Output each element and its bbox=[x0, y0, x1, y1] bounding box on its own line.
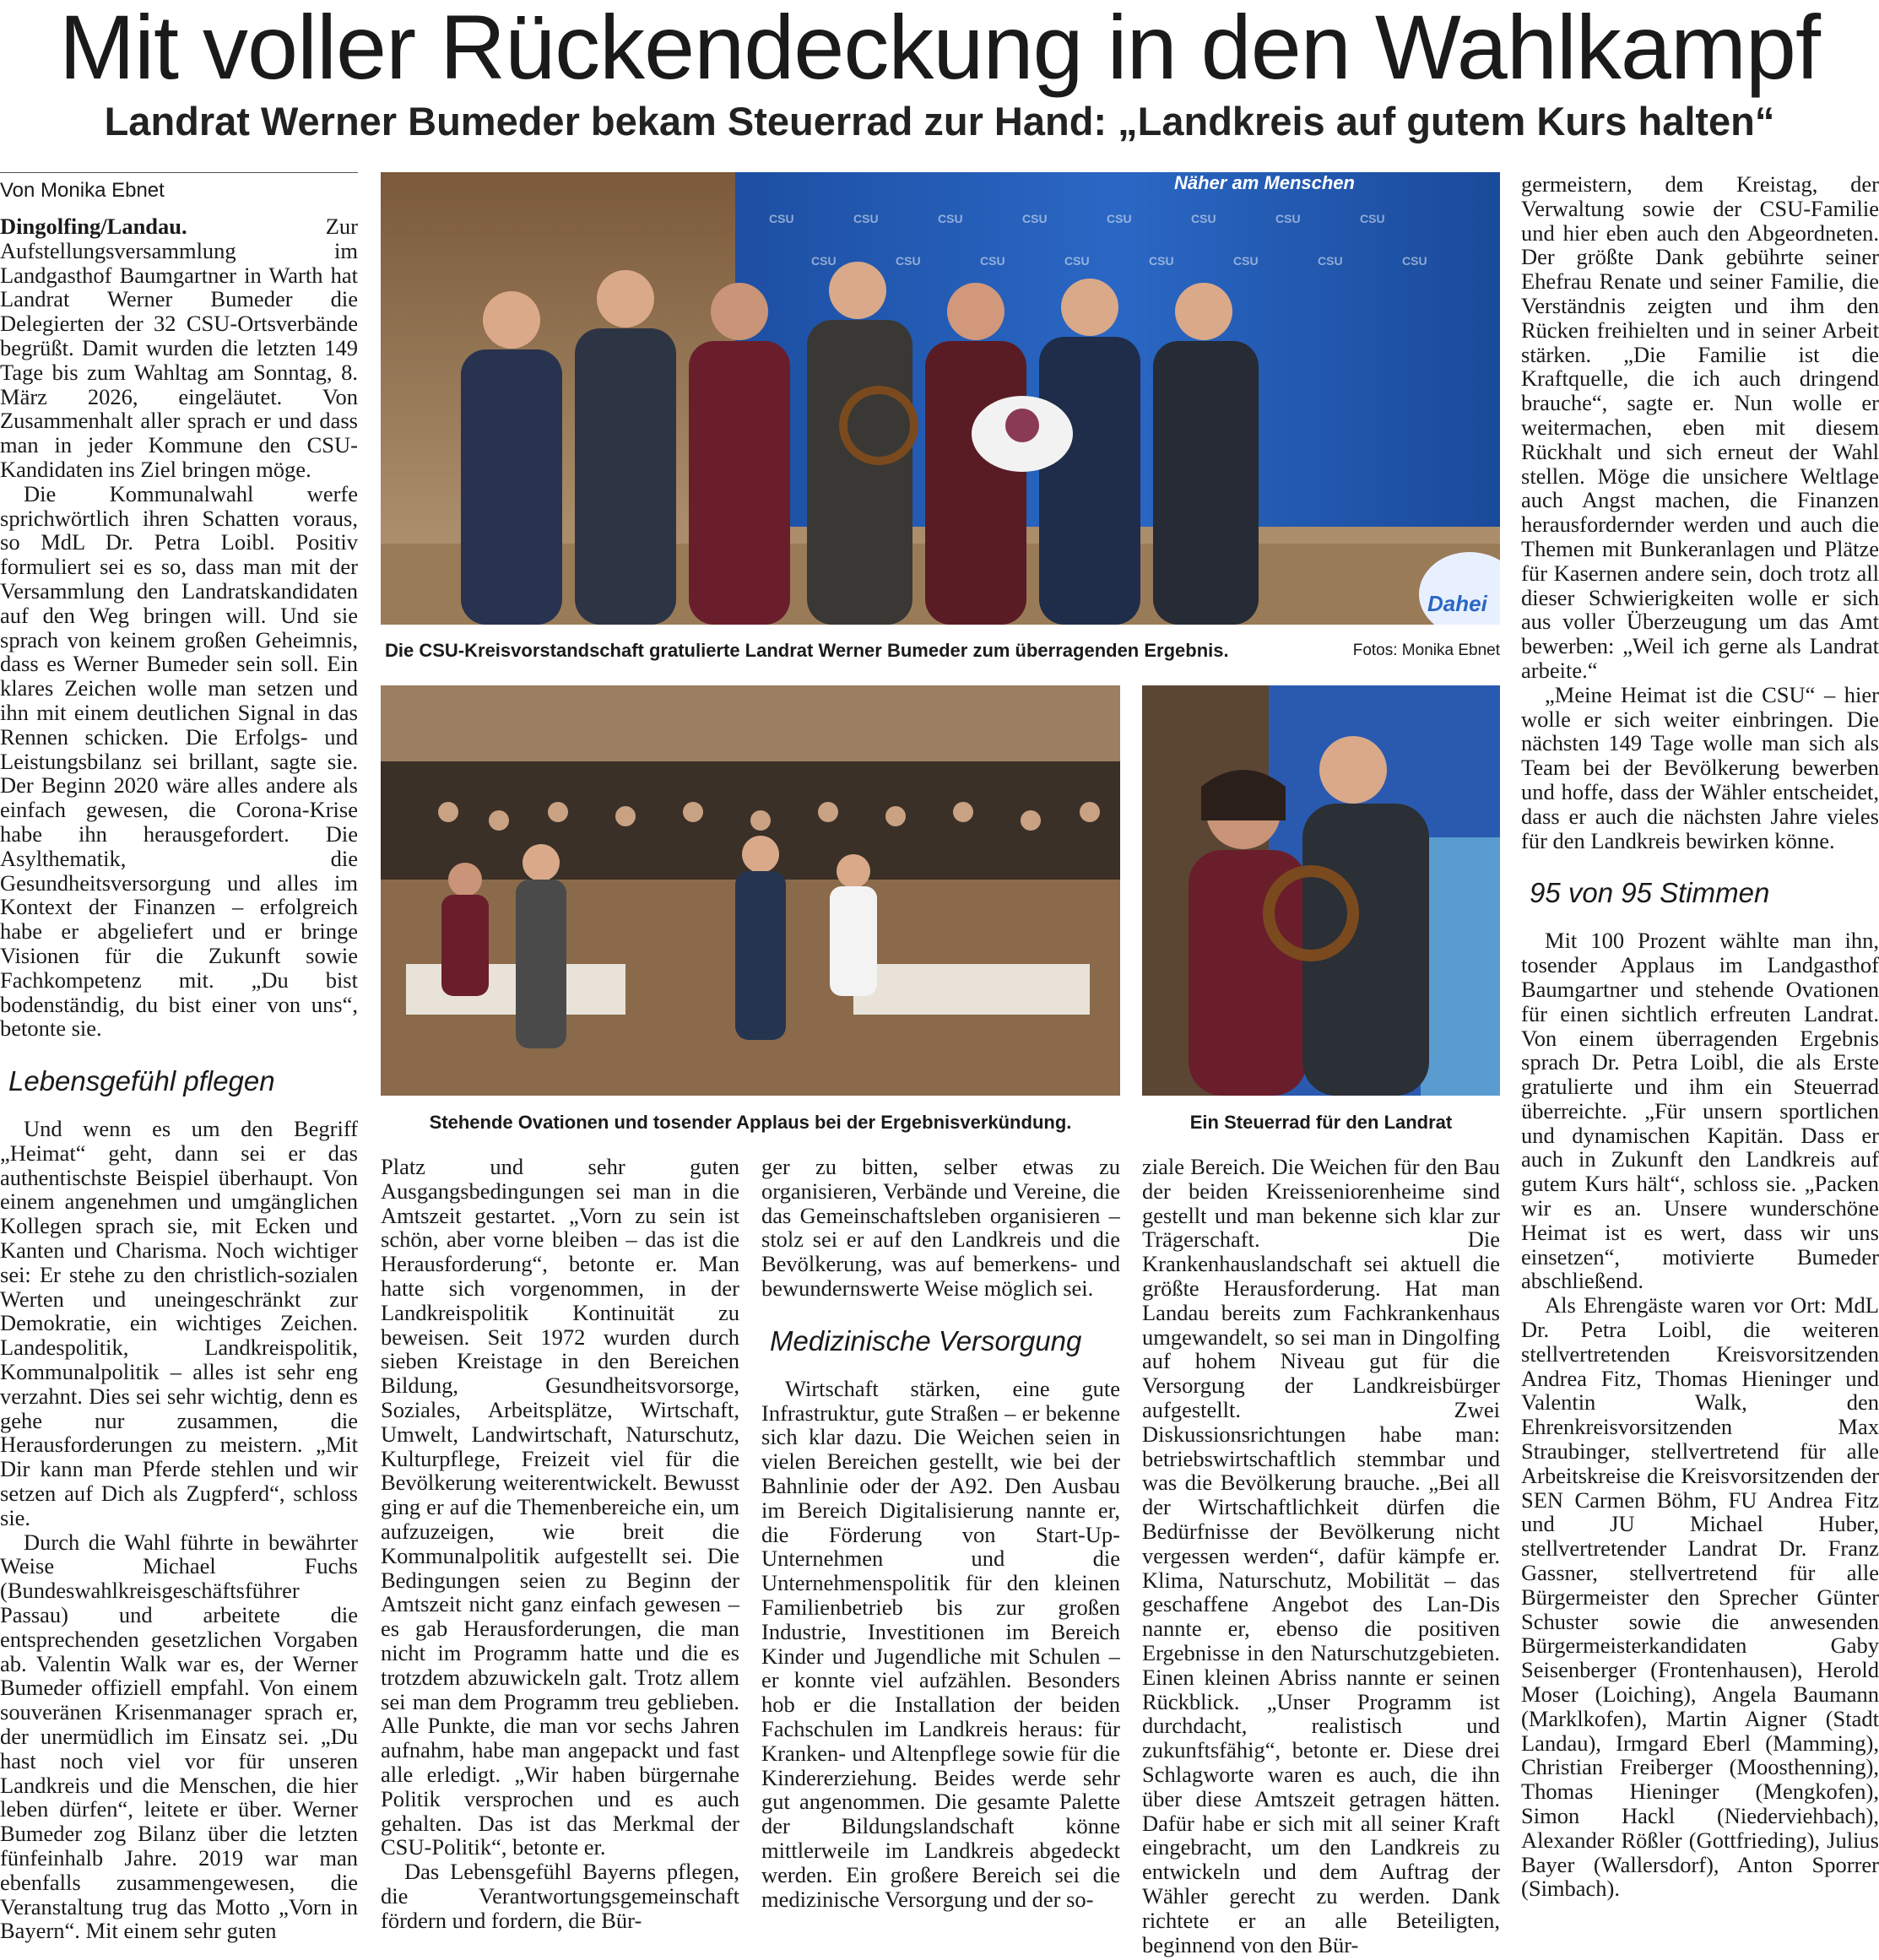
svg-text:CSU: CSU bbox=[980, 254, 1005, 268]
svg-text:CSU: CSU bbox=[1318, 254, 1343, 268]
wheel-photo-illustration bbox=[1142, 685, 1500, 1096]
group-photo-illustration bbox=[381, 172, 1500, 625]
wheel-photo-caption: Ein Steuerrad für den Landrat bbox=[1189, 1112, 1453, 1133]
hall-photo bbox=[381, 685, 1120, 1096]
svg-text:CSU: CSU bbox=[1064, 254, 1090, 268]
col1-p1: Zur Aufstellungsversammlung im Landgasthof Baumgartner in Warth hat Landrat Werner Bumeder die Delegierten der 32 CSU-Ortsverbände begrüßt. Damit wurden die letzten 149 Tage bis zum Wahltag am Sonntag, 8. März 2026, eingeläutet. Von Zusammenhalt aller sprach er und dass man in jeder Kommune den CSU-Kandidaten ins Ziel bringen möge. bbox=[0, 214, 358, 482]
main-photo bbox=[381, 172, 1500, 625]
svg-text:CSU: CSU bbox=[1191, 212, 1216, 225]
col2-p1: Platz und sehr guten Ausgangsbedingungen sei man in die Amtszeit gestartet. „Vorn zu sein ist schön, aber vorne bleiben – das ist die Herausforderung“, betonte er. Man hatte sich vorgenommen, in der Landkreispolitik Kontinuität zu beweisen. Seit 1972 wurden durch sieben Kreistage in den Bereichen Bildung, Gesundheitsvorsorge, Soziales, Arbeitsplätze, Wirtschaft, Umwelt, Landwirtschaft, Naturschutz, Kulturpflege, Freizeit viel für die Bevölkerung weiterentwickelt. Bewusst ging er auf die Themenbereiche ein, um aufzuzeigen, wie breit die Kommunalpolitik aufgestellt sei. Die Bedingungen seien zu Beginn der Amtszeit nicht ganz einfach gewesen – es gab Herausforderungen, die man nicht im Programm hatte und die es trotzdem abzuwickeln galt. Trotz allem sei man dem Programm treu geblieben. Alle Punkte, die man vor sechs Jahren aufnahm, habe man angepackt und fast alle erledigt. „Wir haben bürgernahe Politik versprochen und es auch gehalten. Das ist das Merkmal der CSU-Politik“, betonte er. bbox=[381, 1155, 739, 1860]
col1-p4: Durch die Wahl führte in bewährter Weise Michael Fuchs (Bundeswahlkreisgeschäftsführer Passau) und arbeitete die entsprechenden gesetzlichen Vorgaben ab. Valentin Walk war es, der Werner Bumeder offiziell empfahl. Von einem souveränen Krisenmanager sprach er, der unermüdlich im Einsatz sei. „Du hast noch viel vor für unseren Landkreis und die Menschen, die hier leben dürfen“, leitete er über. Werner Bumeder zog Bilanz über die letzten fünfeinhalb Jahre. 2019 war man ebenfalls zusammengewesen, die Veranstaltung trug das Motto „Vorn in Bayern“. Mit einem sehr guten bbox=[0, 1529, 358, 1944]
banner-slogan: Näher am Menschen bbox=[1174, 172, 1355, 193]
svg-text:CSU: CSU bbox=[1233, 254, 1259, 268]
byline: Von Monika Ebnet bbox=[0, 172, 358, 203]
col5-p1: germeistern, dem Kreistag, der Verwaltung sowie der CSU-Familie und hier eben auch den Abgeordneten. Der größte Dank gebührte seiner Ehefrau Renate und seiner Familie, die Verständnis zeigten und ihm den Rücken freihielten und in seiner Arbeit stärken. „Die Familie ist die Kraftquelle, die ich auch dringend brauche“, sagte er. Nun wolle er weitermachen, eben mit diesem Rückhalt und sich erneut der Wahl stellen. Möge die unsichere Weltlage auch Angst machen, die Finanzen herausfordernder werden und auch die Themen mit Bunkeranlagen und Plätze für Kasernen andere sein, doch trotz all dieser Schwierigkeiten wolle er sich aus voller Überzeugung um das Amt bewerben: „Weil ich gerne als Landrat arbeite.“ bbox=[1521, 172, 1879, 683]
col1-p2: Die Kommunalwahl werfe sprichwörtlich ihren Schatten voraus, so MdL Dr. Petra Loibl. Positiv formuliert sei es so, dass man mit der Versammlung den Landratskandidaten auf den Weg bringen will. Und sie sprach von keinem großen Geheimnis, dass es Werner Bumeder sein soll. Ein klares Zeichen wolle man setzen und ihn mit einem deutlichen Signal in das Rennen schicken. Die Erfolgs- und Leistungsbilanz sei brillant, sagte sie. Der Beginn 2020 wäre alles andere als einfach gewesen, die Corona-Krise habe ihn herausgefordert. Die Asylthematik, die Gesundheitsversorgung und alles im Kontext der Finanzen – erfolgreich habe er abgeliefert und er bringe Visionen für die Zukunft sowie Fachkompetenz mit. „Du bist bodenständig, du bist einer von uns“, betonte sie. bbox=[0, 480, 358, 1042]
svg-text:CSU: CSU bbox=[811, 254, 837, 268]
col5-p4: Als Ehrengäste waren vor Ort: MdL Dr. Petra Loibl, die weiteren stellvertretenden Kreisvorsitzenden Andrea Fitz, Thomas Hieninger und Valentin Walk, den Ehrenkreisvorsitzenden Max Straubinger, stellvertretend für alle Arbeitskreise die Kreisvorsitzenden der SEN Carmen Böhm, FU Andrea Fitz und JU Michael Huber, stellvertretender Landrat Dr. Franz Gassner, stellvertretend für alle Bürgermeister den Sprecher Günter Schuster sowie die anwesenden Bürgermeisterkandidaten Gaby Seisenberger (Frontenhausen), Herold Moser (Loiching), Angela Baumann (Marklkofen), Martin Aigner (Stadt Landau), Irmgard Eberl (Mamming), Christian Freiberger (Moosthenning), Thomas Hieninger (Mengkofen), Simon Hackl (Niederviehbach), Alexander Rößler (Gottfrieding), Julius Bayer (Wallersdorf), Anton Sporrer (Simbach). bbox=[1521, 1292, 1879, 1902]
hall-photo-illustration bbox=[381, 685, 1120, 1096]
column-5 bbox=[1521, 172, 1879, 1960]
svg-text:CSU: CSU bbox=[1149, 254, 1174, 268]
svg-text:CSU: CSU bbox=[1022, 212, 1048, 225]
subheadline: Landrat Werner Bumeder bekam Steuerrad zur Hand: „Landkreis auf gutem Kurs halten“ bbox=[104, 99, 1775, 143]
main-photo-caption: Die CSU-Kreisvorstandschaft gratulierte Landrat Werner Bumeder zum überragenden Ergebnis. bbox=[385, 640, 1229, 661]
svg-text:CSU: CSU bbox=[1275, 212, 1301, 225]
col2-p2: Das Lebensgefühl Bayerns pflegen, die Verantwortungsgemeinschaft fördern und fordern, die Bür- bbox=[381, 1859, 739, 1933]
svg-text:CSU: CSU bbox=[853, 212, 879, 225]
col3-p2: Wirtschaft stärken, eine gute Infrastruktur, gute Straßen – er bekenne sich klar dazu. Die Weichen seien in vielen Bereichen gestellt, wie bei der Bahnlinie oder der A92. Den Ausbau im Bereich Digitalisierung nannte er, die Förderung von Start-Up-Unternehmen und die Unternehmenspolitik für den kleinen Familienbetrieb bis zur großen Industrie, Investitionen im Bereich Kinder und Jugendliche mit Schulen – er konnte viel aufzählen. Besonders hob er die Installation der beiden Fachschulen im Landkreis heraus: für Kranken- und Altenpflege sowie für die Kindererziehung. Beides werde sehr gut angenommen. Die gesamte Palette der Bildungslandschaft könne mittlerweile im Landkreis abgedeckt werden. Ein großere Bereich sei die medizinische Versorgung und der so- bbox=[761, 1375, 1120, 1912]
subheading-95-stimmen: 95 von 95 Stimmen bbox=[1530, 877, 1770, 909]
hall-photo-caption: Stehende Ovationen und tosender Applaus bei der Ergebnisverkündung. bbox=[429, 1112, 1072, 1133]
col4-p1: ziale Bereich. Die Weichen für den Bau der beiden Kreisseniorenheime sind gestellt und man bekenne sich klar zur Trägerschaft. Die Krankenhauslandschaft sei aktuell die größte Herausforderung. Hat man Landau bereits zum Fachkrankenhaus umgewandelt, so sei man in Dingolfing auf hohem Niveau gut für die Versorgung der Landkreisbürger aufgestellt. Zwei Diskussionsrichtungen habe man: betriebswirtschaftlich stemmbar und was die Bevölkerung brauche. „Bei all der Wirtschaftlichkeit dürfen die Bedürfnisse der Bevölkerung nicht vergessen werden“, dafür kämpfe er. Klima, Naturschutz, Mobilität – das geschaffene Angebot des Lan-Dis nannte er, ebenso die positiven Ergebnisse in den Naturschutzgebieten. Einen kleinen Abriss nannte er seinen Rückblick. „Unser Programm ist durchdacht, realistisch und zukunftsfähig“, betonte er. Diese drei Schlagworte waren es auch, die ihn über diese Amtszeit getragen hätten. Dafür habe er sich mit all seiner Kraft eingebracht, um den Landkreis zu entwickeln und dem Auftrag der Wähler gerecht zu werden. Dank richtete er an alle Beteiligten, beginnend von den Bür- bbox=[1142, 1155, 1500, 1957]
col5-p3: Mit 100 Prozent wählte man ihn, tosender Applaus im Landgasthof Baumgartner und stehende Ovationen für einen sichtlich erfreuten Landrat. Von einem überragenden Ergebnis sprach Dr. Petra Loibl, die als Erste gratulierte und ihm ein Steuerrad überreichte. „Für unsern sportlichen und dynamischen Kapitän. Dass er auch in Zukunft den Landkreis auf gutem Kurs hält“, schloss sie. „Packen wir es an. Unsere wunderschöne Heimat ist es wert, dass wir uns einsetzen“, motivierte Bumeder abschließend. bbox=[1521, 928, 1879, 1294]
svg-text:CSU: CSU bbox=[896, 254, 921, 268]
column-3 bbox=[761, 1155, 1120, 1960]
subheading-lebensgefuehl: Lebensgefühl pflegen bbox=[8, 1065, 275, 1097]
svg-text:CSU: CSU bbox=[1360, 212, 1385, 225]
col5-p2: „Meine Heimat ist die CSU“ – hier wolle er sich weiter einbringen. Die nächsten 149 Tage wolle man sich als Team bei der Bevölkerung bewerben und hoffe, dass der Wähler entscheidet, dass er auch die nächsten Jahre vieles für den Landkreis bewirken könne. bbox=[1521, 681, 1879, 853]
column-4 bbox=[1142, 1155, 1500, 1960]
svg-text:CSU: CSU bbox=[938, 212, 963, 225]
svg-text:CSU: CSU bbox=[1107, 212, 1132, 225]
wheel-photo bbox=[1142, 685, 1500, 1096]
svg-text:CSU: CSU bbox=[769, 212, 794, 225]
photo-credit: Fotos: Monika Ebnet bbox=[1352, 642, 1500, 659]
col1-p3: Und wenn es um den Begriff „Heimat“ geht, dann sei er das authentischste Beispiel überhaupt. Von einem angenehmen und umgänglichen Kollegen sprach sie, mit Ecken und Kanten und Charisma. Noch wichtiger sei: Er stehe zu den christlich-sozialen Werten und uneingeschränkt zur Demokratie, ein wichtiges Zeichen. Landespolitik, Landkreispolitik, Kommunalpolitik – alles ist sehr eng verzahnt. Dies sei sehr wichtig, denn es gehe nur zusammen, die Herausforderungen zu meistern. „Mit Dir kann man Pferde stehlen und wir setzen auf Dich als Zugpferd“, schloss sie. bbox=[0, 1116, 358, 1530]
svg-text:CSU: CSU bbox=[1402, 254, 1427, 268]
lead-paragraph bbox=[0, 214, 358, 482]
column-2 bbox=[381, 1155, 739, 1960]
subheading-medizinische-versorgung: Medizinische Versorgung bbox=[770, 1324, 1082, 1356]
headline: Mit voller Rückendeckung in den Wahlkampf bbox=[59, 0, 1820, 98]
column-1 bbox=[0, 214, 358, 1960]
corner-logo: Dahei bbox=[1427, 591, 1487, 616]
lead-place: Dingolfing/Landau. bbox=[0, 214, 187, 239]
col3-p1: ger zu bitten, selber etwas zu organisieren, Verbände und Vereine, die das Gemeinschaftsleben organisieren – stolz sei er auf den Landkreis und die Bevölkerung, was auf bemerkens- und bewundernswerte Weise möglich sei. bbox=[761, 1155, 1120, 1301]
